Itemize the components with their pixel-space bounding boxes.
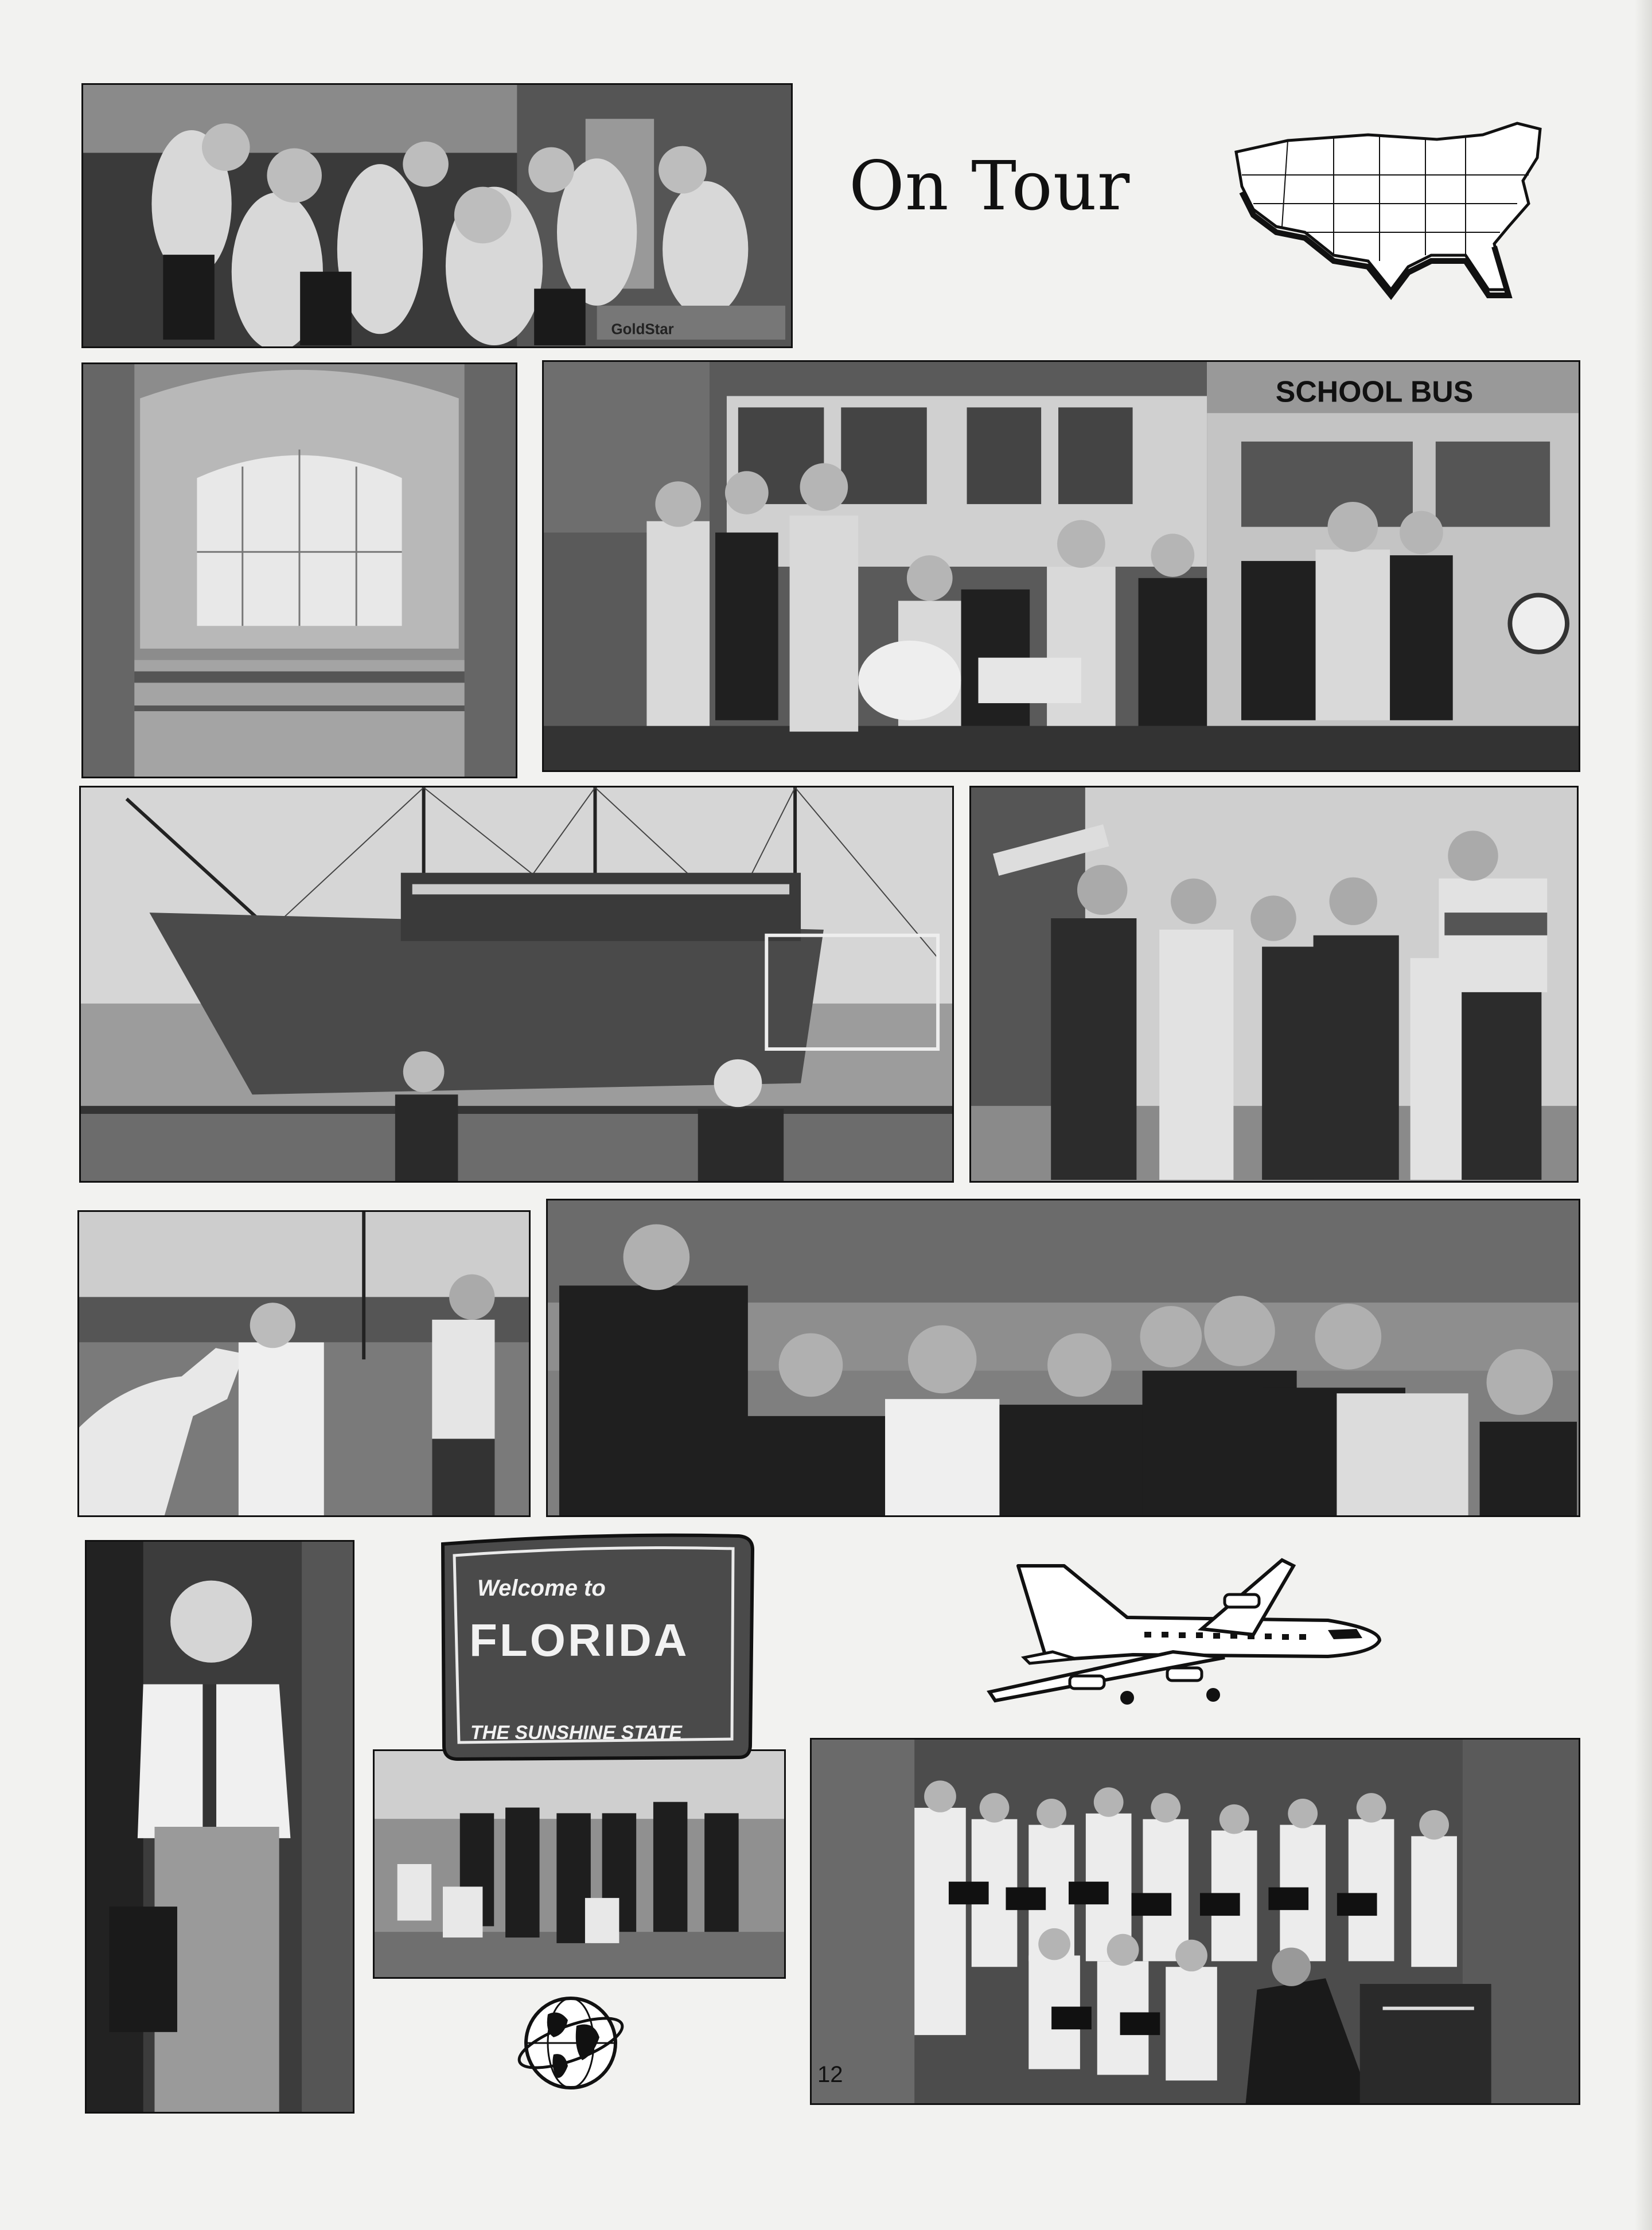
- usa-map-icon: [1219, 118, 1552, 307]
- page-number: 12: [817, 2062, 843, 2087]
- school-bus-sign: SCHOOL BUS: [1275, 375, 1474, 408]
- page-edge-shadow: [1635, 0, 1652, 2230]
- photo-boys-loading-luggage: [81, 83, 793, 348]
- florida-sign-state-text: FLORIDA: [469, 1615, 689, 1666]
- photo-school-bus-departure: [542, 360, 1580, 772]
- photo-adults-group-waving: [969, 786, 1579, 1183]
- photo-host-family-group: [546, 1199, 1580, 1517]
- florida-sign-welcome-text: Welcome to: [477, 1576, 606, 1601]
- photo-tall-ship-at-dock: [79, 786, 954, 1183]
- photo-man-with-briefcase: [85, 1540, 354, 2114]
- airplane-icon: [984, 1526, 1397, 1715]
- luggage-brand-label: GoldStar: [611, 321, 674, 338]
- photo-llama-field: [77, 1210, 531, 1517]
- photo-cathedral-interior: [81, 362, 517, 778]
- photo-choir-performing: [810, 1738, 1580, 2105]
- florida-welcome-sign: [441, 1533, 755, 1762]
- page-title: On Tour: [849, 146, 1131, 225]
- globe-icon: [513, 1986, 628, 2100]
- florida-sign-motto-text: THE SUNSHINE STATE: [470, 1722, 682, 1744]
- photo-florida-welcome-sign-group: [373, 1749, 786, 1979]
